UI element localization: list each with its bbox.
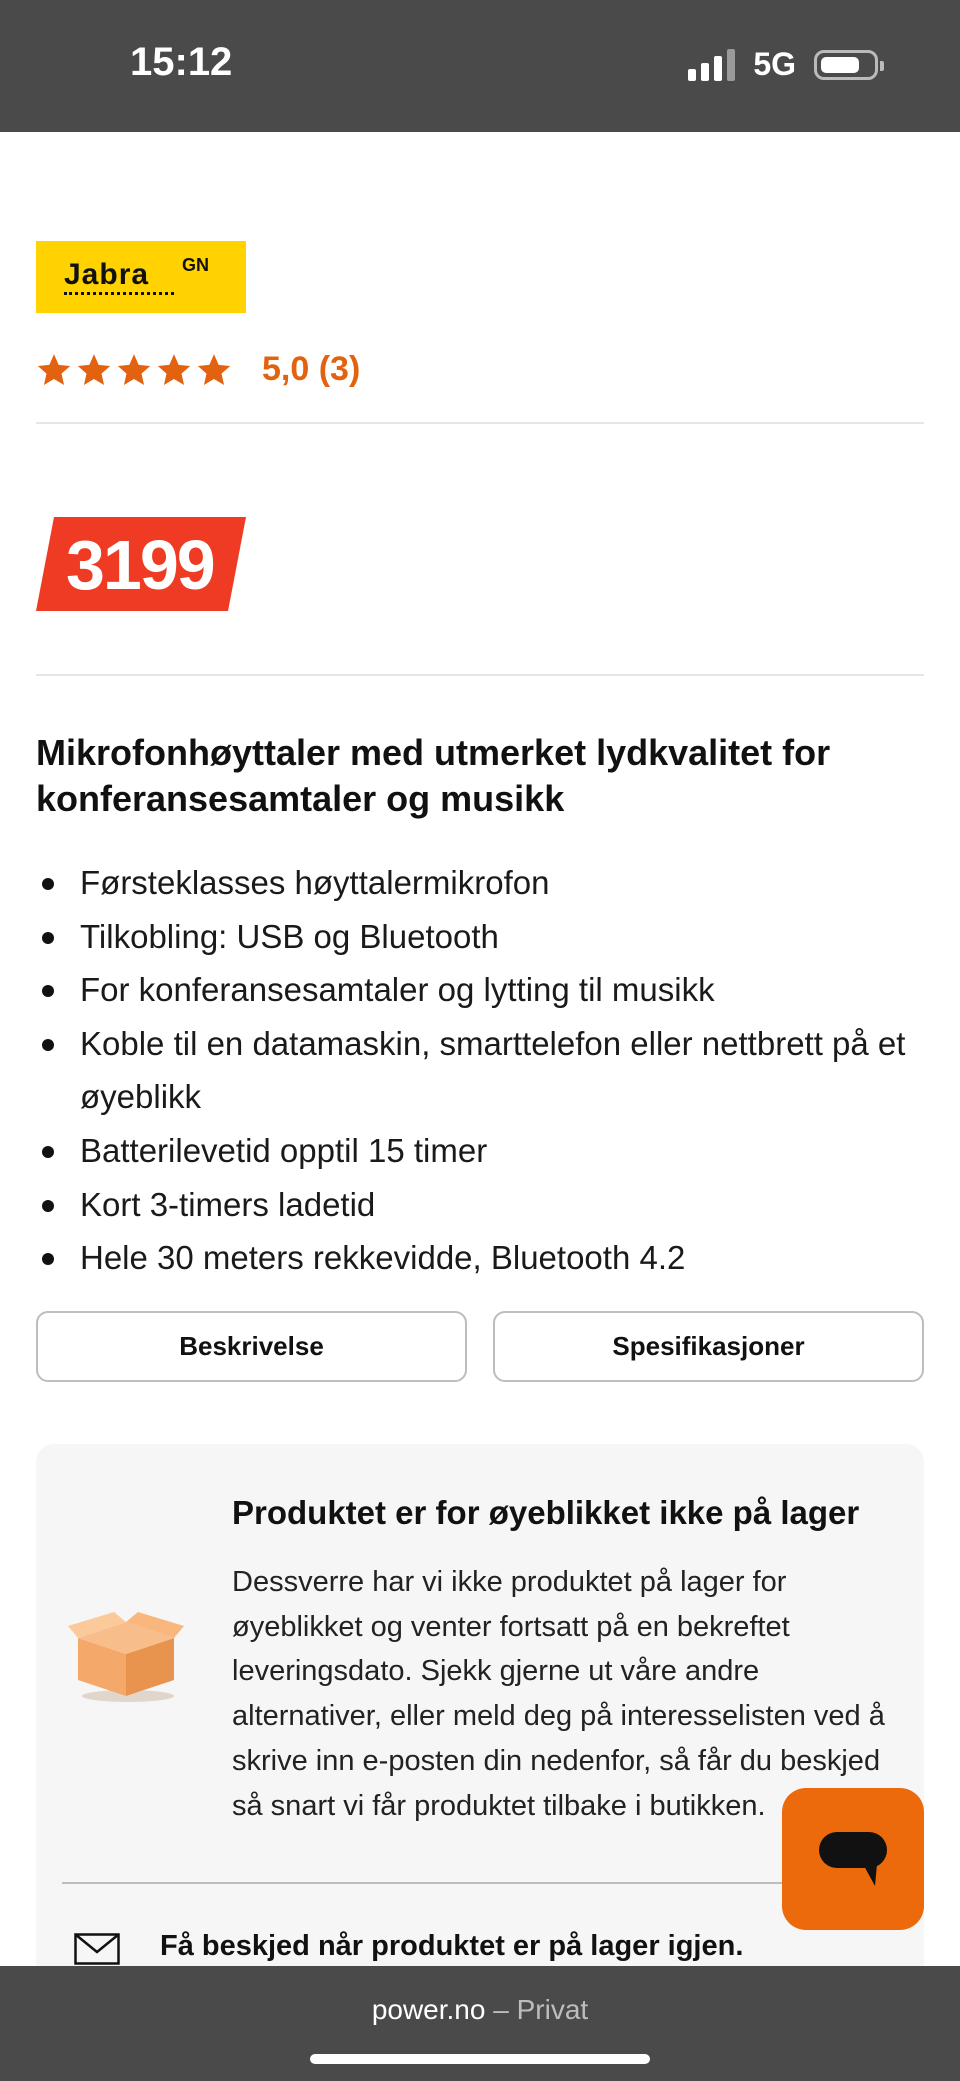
specifications-button[interactable]: Spesifikasjoner (493, 1311, 924, 1382)
brand-suffix: GN (182, 255, 209, 275)
battery-icon (814, 50, 878, 80)
feature-item: For konferansesamtaler og lytting til musikk (36, 963, 926, 1017)
product-rating[interactable] (36, 350, 360, 389)
chat-bubble-icon (817, 1830, 889, 1888)
feature-item: Førsteklasses høyttalermikrofon (36, 856, 926, 910)
feature-item: Kort 3-timers ladetid (36, 1178, 926, 1232)
url-separator: – (493, 1994, 509, 2025)
divider (36, 674, 924, 676)
signal-strength-icon (688, 49, 735, 81)
feature-item: Tilkobling: USB og Bluetooth (36, 910, 926, 964)
product-heading: Mikrofonhøyttaler med utmerket lydkvalitet for konferansesamtaler og musikk (36, 732, 831, 819)
rating-stars (36, 352, 232, 388)
box-icon (68, 1604, 184, 1704)
stock-divider (62, 1882, 902, 1884)
stock-notice-body: Dessverre har vi ikke produktet på lager for øyeblikket og venter fortsatt på en bekreftet leveringsdato. Sjekk gjerne ut våre andre alternativer, eller meld deg på interesselisten ved å skrive inn e-posten din nedenfor, så får du beskjed så snart vi får produktet tilbake i butikken. (232, 1566, 885, 1822)
mail-icon (74, 1933, 120, 1965)
star-icon (116, 352, 152, 388)
browser-bottom-bar (0, 1966, 960, 2081)
address-bar[interactable] (0, 1994, 960, 2026)
status-time: 15:12 (130, 40, 233, 84)
feature-list (36, 856, 926, 1285)
star-icon (36, 352, 72, 388)
rating-text: 5,0 (3) (262, 350, 361, 388)
price-amount: 3199 (66, 526, 214, 604)
stock-notice-title: Produktet er for øyeblikket ikke på lager (232, 1494, 860, 1531)
star-icon (196, 352, 232, 388)
url-domain: power.no (371, 1994, 486, 2025)
feature-item: Batterilevetid opptil 15 timer (36, 1124, 926, 1178)
browsing-mode: Privat (516, 1994, 589, 2025)
feature-item: Koble til en datamaskin, smarttelefon eller nettbrett på et øyeblikk (36, 1017, 926, 1124)
status-indicators (688, 46, 878, 83)
chat-button[interactable] (782, 1788, 924, 1930)
description-button[interactable]: Beskrivelse (36, 1311, 467, 1382)
divider (36, 422, 924, 424)
star-icon (156, 352, 192, 388)
brand-logo[interactable] (36, 241, 246, 313)
brand-underline (64, 291, 174, 295)
star-icon (76, 352, 112, 388)
brand-name: Jabra (64, 258, 150, 291)
price-tag (36, 517, 246, 611)
home-indicator[interactable] (310, 2054, 650, 2064)
status-bar (0, 0, 960, 132)
feature-item: Hele 30 meters rekkevidde, Bluetooth 4.2 (36, 1231, 926, 1285)
notify-when-in-stock-link[interactable]: Få beskjed når produktet er på lager igjen. (160, 1930, 744, 1962)
network-label: 5G (753, 46, 796, 82)
